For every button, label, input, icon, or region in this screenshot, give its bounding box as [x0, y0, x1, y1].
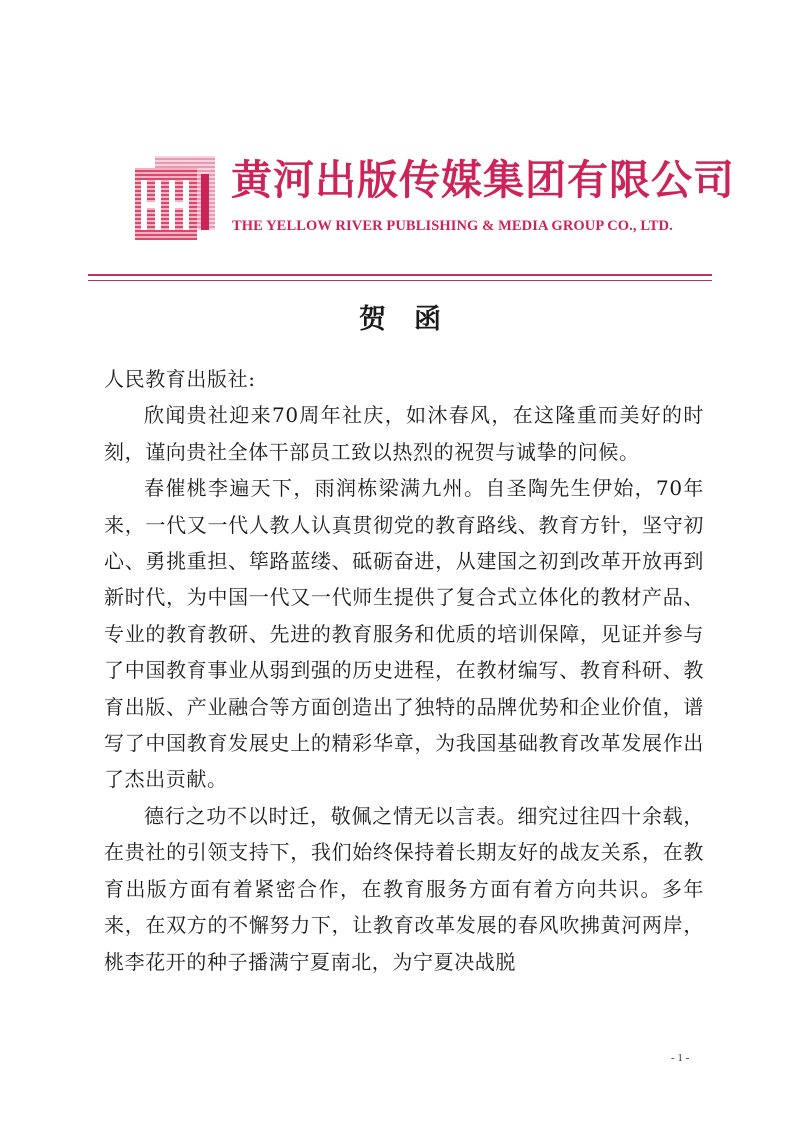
title-char-1: 贺 — [359, 304, 386, 335]
company-name-en: THE YELLOW RIVER PUBLISHING & MEDIA GROUP CO., LTD. — [232, 218, 673, 234]
title-char-2: 函 — [414, 304, 441, 335]
header-divider-thin — [88, 280, 712, 281]
company-logo-icon — [133, 154, 219, 242]
paragraph-1: 欣闻贵社迎来70周年社庆，如沐春风，在这隆重而美好的时刻，谨向贵社全体干部员工致以热烈的祝贺与诚挚的问候。 — [104, 403, 704, 464]
page-number: - 1 - — [671, 1052, 690, 1064]
paragraph-3: 德行之功不以时迁，敬佩之情无以言表。细究过往四十余载，在贵社的引领支持下，我们始终保持着长期友好的战友关系，在教育出版方面有着紧密合作，在教育服务方面有着方向共识。多年来，在双方的不懈努力下，让教育改革发展的春风吹拂黄河两岸，桃李花开的种子播满宁夏南北，为宁夏决战脱 — [104, 803, 704, 974]
paragraph-2: 春催桃李遍天下，雨润栋梁满九州。自圣陶先生伊始，70年来，一代又一代人教人认真贯彻党的教育路线、教育方针，坚守初心、勇挑重担、筚路蓝缕、砥砺奋进，从建国之初到改革开放再到新时代，为中国一代又一代师生提供了复合式立体化的教材产品、专业的教育教研、先进的教育服务和优质的培训保障，见证并参与了中国教育事业从弱到强的历史进程，在教材编写、教育科研、教育出版、产业融合等方面创造出了独特的品牌优势和企业价值，谱写了中国教育发展史上的精彩华章，为我国基础教育改革发展作出了杰出贡献。 — [104, 476, 704, 792]
letter-body — [104, 361, 704, 980]
document-title — [0, 297, 800, 336]
salutation: 人民教育出版社: — [104, 367, 256, 391]
header-divider-thick — [88, 274, 712, 276]
company-name-cn: 黄河出版传媒集团有限公司 — [231, 156, 735, 204]
